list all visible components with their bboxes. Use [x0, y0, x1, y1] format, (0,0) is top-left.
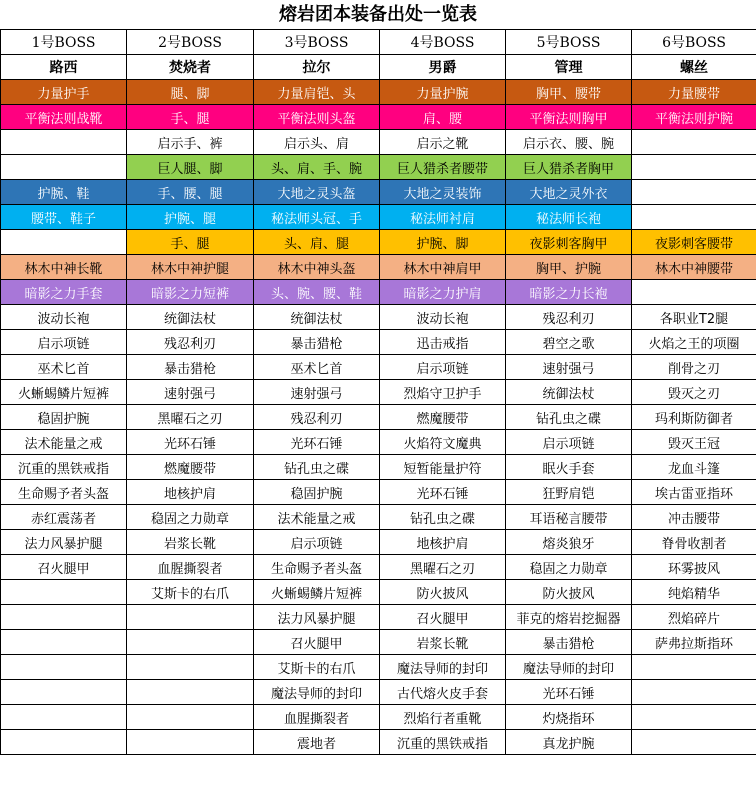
table-cell[interactable]: 启示头、肩: [254, 130, 380, 155]
table-cell[interactable]: 法力风暴护腿: [1, 530, 127, 555]
table-cell[interactable]: 大地之灵外衣: [506, 180, 632, 205]
table-cell[interactable]: 启示手、裤: [127, 130, 254, 155]
table-cell[interactable]: 震地者: [254, 730, 380, 755]
table-cell[interactable]: 迅击戒指: [380, 330, 506, 355]
table-cell[interactable]: 烈焰行者重靴: [380, 705, 506, 730]
boss-name-row: [1, 55, 756, 80]
table-cell[interactable]: 钻孔虫之碟: [380, 505, 506, 530]
table-cell[interactable]: 短暂能量护符: [380, 455, 506, 480]
table-cell[interactable]: 肩、腰: [380, 105, 506, 130]
loot-table-body: [1, 30, 756, 755]
item-row: [1, 630, 756, 655]
table-cell[interactable]: 秘法师衬肩: [380, 205, 506, 230]
boss-name[interactable]: 拉尔: [254, 55, 380, 80]
table-cell[interactable]: 古代熔火皮手套: [380, 680, 506, 705]
table-cell[interactable]: 光环石锤: [127, 430, 254, 455]
table-cell[interactable]: [632, 130, 756, 155]
boss-header[interactable]: 1号BOSS: [1, 30, 127, 55]
item-row: [1, 730, 756, 755]
table-cell[interactable]: 平衡法则护腕: [632, 105, 756, 130]
table-cell[interactable]: 灼烧指环: [506, 705, 632, 730]
table-cell[interactable]: 力量护腕: [380, 80, 506, 105]
set-row: [1, 230, 756, 255]
table-cell[interactable]: 燃魔腰带: [380, 405, 506, 430]
boss-header[interactable]: 4号BOSS: [380, 30, 506, 55]
table-cell[interactable]: 暗影之力长袍: [506, 280, 632, 305]
table-cell[interactable]: [1, 630, 127, 655]
table-cell[interactable]: 法力风暴护腿: [254, 605, 380, 630]
table-cell[interactable]: 召火腿甲: [380, 605, 506, 630]
table-cell[interactable]: 各职业T2腿: [632, 305, 756, 330]
set-row: [1, 80, 756, 105]
item-row: [1, 705, 756, 730]
table-cell[interactable]: 稳固之力勋章: [506, 555, 632, 580]
table-cell[interactable]: [632, 680, 756, 705]
table-cell[interactable]: 启示项链: [380, 355, 506, 380]
set-row: [1, 280, 756, 305]
table-cell[interactable]: 地核护肩: [127, 480, 254, 505]
table-cell[interactable]: 血腥撕裂者: [254, 705, 380, 730]
table-cell[interactable]: 黑曜石之刃: [127, 405, 254, 430]
table-cell[interactable]: 手、腿: [127, 105, 254, 130]
table-cell[interactable]: 烈焰守卫护手: [380, 380, 506, 405]
table-cell[interactable]: 稳固护腕: [254, 480, 380, 505]
table-cell[interactable]: 火蜥蜴鳞片短裤: [1, 380, 127, 405]
table-cell[interactable]: 残忍利刃: [254, 405, 380, 430]
set-row: [1, 105, 756, 130]
table-cell[interactable]: 手、腿: [127, 230, 254, 255]
set-row: [1, 205, 756, 230]
item-row: [1, 480, 756, 505]
item-row: [1, 380, 756, 405]
item-row: [1, 530, 756, 555]
table-cell[interactable]: 平衡法则战靴: [1, 105, 127, 130]
item-row: [1, 555, 756, 580]
table-cell[interactable]: 玛利斯防御者: [632, 405, 756, 430]
table-cell[interactable]: [1, 730, 127, 755]
boss-header[interactable]: 3号BOSS: [254, 30, 380, 55]
table-cell[interactable]: 统御法杖: [254, 305, 380, 330]
table-cell[interactable]: 艾斯卡的右爪: [127, 580, 254, 605]
table-cell[interactable]: [1, 605, 127, 630]
table-cell[interactable]: 防火披风: [380, 580, 506, 605]
table-cell[interactable]: 光环石锤: [380, 480, 506, 505]
table-cell[interactable]: 力量腰带: [632, 80, 756, 105]
table-cell[interactable]: [127, 630, 254, 655]
table-cell[interactable]: [1, 705, 127, 730]
table-cell[interactable]: 波动长袍: [1, 305, 127, 330]
table-cell[interactable]: [127, 655, 254, 680]
table-cell[interactable]: 林木中神头盔: [254, 255, 380, 280]
table-cell[interactable]: 秘法师头冠、手: [254, 205, 380, 230]
table-cell[interactable]: 狂野肩铠: [506, 480, 632, 505]
table-cell[interactable]: 法术能量之戒: [254, 505, 380, 530]
table-cell[interactable]: 头、肩、腿: [254, 230, 380, 255]
table-cell[interactable]: 光环石锤: [506, 680, 632, 705]
table-cell[interactable]: 启示衣、腰、腕: [506, 130, 632, 155]
table-cell[interactable]: 巨人猎杀者腰带: [380, 155, 506, 180]
table-cell[interactable]: 沉重的黑铁戒指: [1, 455, 127, 480]
table-cell[interactable]: 林木中神腰带: [632, 255, 756, 280]
table-cell[interactable]: [632, 155, 756, 180]
table-cell[interactable]: 萨弗拉斯指环: [632, 630, 756, 655]
table-cell[interactable]: 速射强弓: [506, 355, 632, 380]
table-cell[interactable]: 巫术匕首: [254, 355, 380, 380]
table-cell[interactable]: 巨人猎杀者胸甲: [506, 155, 632, 180]
set-row: [1, 255, 756, 280]
item-row: [1, 505, 756, 530]
table-cell[interactable]: 秘法师长袍: [506, 205, 632, 230]
table-cell[interactable]: 胸甲、护腕: [506, 255, 632, 280]
table-cell[interactable]: 毁灭王冠: [632, 430, 756, 455]
boss-header[interactable]: 5号BOSS: [506, 30, 632, 55]
table-cell[interactable]: 环雾披风: [632, 555, 756, 580]
table-cell[interactable]: 燃魔腰带: [127, 455, 254, 480]
item-row: [1, 605, 756, 630]
table-cell[interactable]: 残忍利刃: [506, 305, 632, 330]
boss-name[interactable]: 焚烧者: [127, 55, 254, 80]
table-cell[interactable]: 启示项链: [1, 330, 127, 355]
item-row: [1, 455, 756, 480]
table-cell[interactable]: 耳语秘言腰带: [506, 505, 632, 530]
table-cell[interactable]: 眠火手套: [506, 455, 632, 480]
table-cell[interactable]: [632, 655, 756, 680]
table-cell[interactable]: 法术能量之戒: [1, 430, 127, 455]
table-cell[interactable]: 血腥撕裂者: [127, 555, 254, 580]
boss-header[interactable]: 6号BOSS: [632, 30, 756, 55]
table-cell[interactable]: [1, 155, 127, 180]
set-row: [1, 180, 756, 205]
table-cell[interactable]: [127, 605, 254, 630]
table-cell[interactable]: [127, 680, 254, 705]
table-cell[interactable]: 地核护肩: [380, 530, 506, 555]
page-title: 熔岩团本装备出处一览表: [279, 4, 477, 25]
boss-name[interactable]: 螺丝: [632, 55, 756, 80]
table-cell[interactable]: 暗影之力手套: [1, 280, 127, 305]
table-cell[interactable]: 召火腿甲: [254, 630, 380, 655]
table-cell[interactable]: 稳固护腕: [1, 405, 127, 430]
table-cell[interactable]: 暗影之力短裤: [127, 280, 254, 305]
table-cell[interactable]: 头、肩、手、腕: [254, 155, 380, 180]
set-row: [1, 155, 756, 180]
table-cell[interactable]: [632, 180, 756, 205]
loot-table: [0, 29, 756, 755]
table-cell[interactable]: 真龙护腕: [506, 730, 632, 755]
table-cell[interactable]: 平衡法则胸甲: [506, 105, 632, 130]
table-cell[interactable]: 火焰符文魔典: [380, 430, 506, 455]
table-cell[interactable]: [632, 280, 756, 305]
table-cell[interactable]: 腰带、鞋子: [1, 205, 127, 230]
table-cell[interactable]: 暴击猎枪: [506, 630, 632, 655]
table-cell[interactable]: 毁灭之刃: [632, 380, 756, 405]
table-cell[interactable]: 菲克的熔岩挖掘器: [506, 605, 632, 630]
table-cell[interactable]: 林木中神肩甲: [380, 255, 506, 280]
table-cell[interactable]: 启示项链: [254, 530, 380, 555]
table-cell[interactable]: 速射强弓: [254, 380, 380, 405]
table-cell[interactable]: 头、腕、腰、鞋: [254, 280, 380, 305]
table-cell[interactable]: [1, 680, 127, 705]
table-cell[interactable]: [632, 705, 756, 730]
table-cell[interactable]: 暴击猎枪: [127, 355, 254, 380]
table-cell[interactable]: 林木中神护腿: [127, 255, 254, 280]
item-row: [1, 405, 756, 430]
table-cell[interactable]: [1, 655, 127, 680]
table-cell[interactable]: 大地之灵头盔: [254, 180, 380, 205]
table-cell[interactable]: 脊骨收割者: [632, 530, 756, 555]
item-row: [1, 655, 756, 680]
table-cell[interactable]: 统御法杖: [127, 305, 254, 330]
table-cell[interactable]: 手、腰、腿: [127, 180, 254, 205]
boss-header[interactable]: 2号BOSS: [127, 30, 254, 55]
table-cell[interactable]: 统御法杖: [506, 380, 632, 405]
table-cell[interactable]: 防火披风: [506, 580, 632, 605]
table-cell[interactable]: [127, 705, 254, 730]
table-cell[interactable]: 赤红震荡者: [1, 505, 127, 530]
table-cell[interactable]: 启示项链: [506, 430, 632, 455]
table-cell[interactable]: 生命赐予者头盔: [254, 555, 380, 580]
table-cell[interactable]: 艾斯卡的右爪: [254, 655, 380, 680]
table-cell[interactable]: 岩浆长靴: [127, 530, 254, 555]
table-cell[interactable]: [1, 130, 127, 155]
table-cell[interactable]: 岩浆长靴: [380, 630, 506, 655]
table-cell[interactable]: 启示之靴: [380, 130, 506, 155]
table-cell[interactable]: 削骨之刃: [632, 355, 756, 380]
table-cell[interactable]: 稳固之力勋章: [127, 505, 254, 530]
item-row: [1, 580, 756, 605]
set-row: [1, 130, 756, 155]
table-cell[interactable]: 埃古雷亚指环: [632, 480, 756, 505]
table-cell[interactable]: [1, 580, 127, 605]
table-cell[interactable]: 暴击猎枪: [254, 330, 380, 355]
table-cell[interactable]: 碧空之歌: [506, 330, 632, 355]
table-cell[interactable]: 暗影之力护肩: [380, 280, 506, 305]
table-cell[interactable]: 龙血斗篷: [632, 455, 756, 480]
table-cell[interactable]: 力量护手: [1, 80, 127, 105]
item-row: [1, 680, 756, 705]
table-cell[interactable]: 魔法导师的封印: [254, 680, 380, 705]
table-cell[interactable]: 光环石锤: [254, 430, 380, 455]
table-cell[interactable]: [127, 730, 254, 755]
table-cell[interactable]: 护腕、腿: [127, 205, 254, 230]
table-cell[interactable]: 夜影刺客腰带: [632, 230, 756, 255]
item-row: [1, 355, 756, 380]
table-cell[interactable]: 火蜥蜴鳞片短裤: [254, 580, 380, 605]
item-row: [1, 305, 756, 330]
boss-name[interactable]: 男爵: [380, 55, 506, 80]
table-cell[interactable]: 力量肩铠、头: [254, 80, 380, 105]
table-cell[interactable]: 护腕、脚: [380, 230, 506, 255]
table-cell[interactable]: 波动长袍: [380, 305, 506, 330]
item-row: [1, 430, 756, 455]
table-cell[interactable]: 钻孔虫之碟: [506, 405, 632, 430]
table-cell[interactable]: 召火腿甲: [1, 555, 127, 580]
table-cell[interactable]: 大地之灵装饰: [380, 180, 506, 205]
table-cell[interactable]: 火焰之王的项圈: [632, 330, 756, 355]
table-cell[interactable]: 巫术匕首: [1, 355, 127, 380]
table-cell[interactable]: 胸甲、腰带: [506, 80, 632, 105]
table-cell[interactable]: 纯焰精华: [632, 580, 756, 605]
table-cell[interactable]: 速射强弓: [127, 380, 254, 405]
table-cell[interactable]: 巨人腿、脚: [127, 155, 254, 180]
table-cell[interactable]: [632, 205, 756, 230]
boss-name[interactable]: 路西: [1, 55, 127, 80]
table-cell[interactable]: 钻孔虫之碟: [254, 455, 380, 480]
table-cell[interactable]: 冲击腰带: [632, 505, 756, 530]
table-cell[interactable]: 腿、脚: [127, 80, 254, 105]
table-cell[interactable]: 魔法导师的封印: [380, 655, 506, 680]
table-cell[interactable]: 烈焰碎片: [632, 605, 756, 630]
table-cell[interactable]: 沉重的黑铁戒指: [380, 730, 506, 755]
table-cell[interactable]: 残忍利刃: [127, 330, 254, 355]
table-cell[interactable]: 林木中神长靴: [1, 255, 127, 280]
table-cell[interactable]: [1, 230, 127, 255]
table-cell[interactable]: 护腕、鞋: [1, 180, 127, 205]
table-cell[interactable]: 魔法导师的封印: [506, 655, 632, 680]
table-cell[interactable]: 夜影刺客胸甲: [506, 230, 632, 255]
table-cell[interactable]: 熔炎狼牙: [506, 530, 632, 555]
boss-number-row: [1, 30, 756, 55]
boss-name[interactable]: 管理: [506, 55, 632, 80]
table-cell[interactable]: 黑曜石之刃: [380, 555, 506, 580]
table-cell[interactable]: 平衡法则头盔: [254, 105, 380, 130]
item-row: [1, 330, 756, 355]
table-cell[interactable]: [632, 730, 756, 755]
table-cell[interactable]: 生命赐予者头盔: [1, 480, 127, 505]
